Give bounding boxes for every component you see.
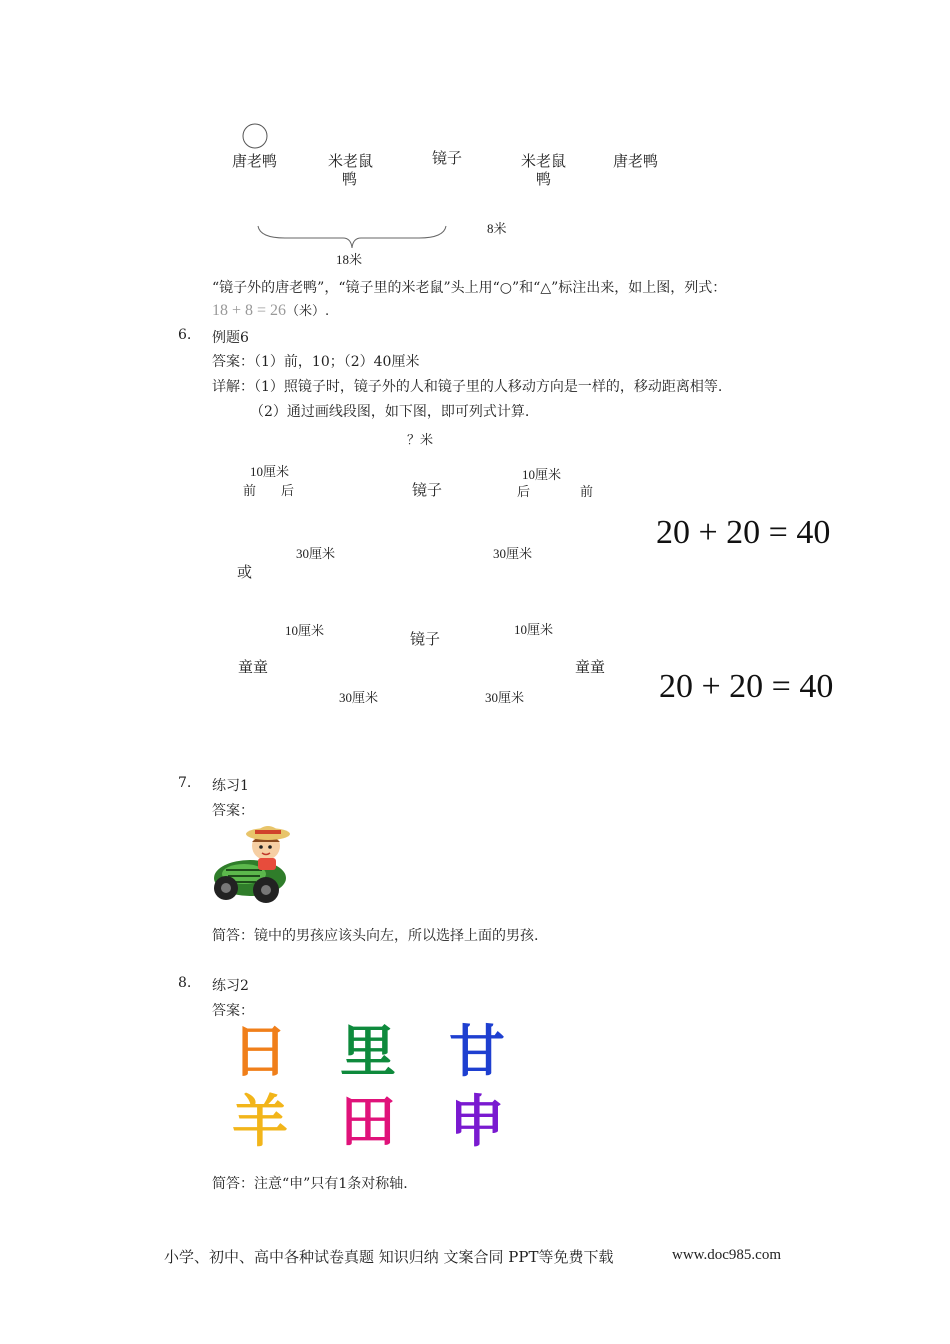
char-tile: 羊	[232, 1090, 288, 1155]
mirror-label-2: 镜子	[412, 481, 443, 499]
footer-url[interactable]: www.doc985.com	[672, 1247, 782, 1263]
left-duck-label: 唐老鸭	[232, 152, 278, 170]
right-mouse-label: 米老鼠	[521, 152, 567, 170]
q8-number: 8.	[178, 975, 192, 991]
mirror-label: 镜子	[432, 149, 463, 167]
q6-number: 6.	[178, 327, 192, 343]
explain-formula: 18 + 8 = 26	[212, 302, 287, 319]
q6-answer: 答案：（1）前，10；（2）40厘米	[212, 354, 420, 370]
brace-18-icon	[255, 222, 450, 250]
right-10cm-label-2: 10厘米	[514, 622, 554, 637]
back-right-label: 后	[517, 485, 531, 500]
char-tile: 申	[449, 1090, 505, 1155]
right-mouse-label-2: 鸭	[536, 170, 552, 188]
or-label: 或	[237, 563, 253, 581]
distance-8-label: 8米	[487, 221, 507, 236]
q7-title: 练习1	[212, 778, 249, 794]
right-30cm-label: 30厘米	[493, 546, 533, 561]
left-30cm-label-2: 30厘米	[339, 690, 379, 705]
q6-title: 例题6	[212, 330, 249, 346]
q6-detail-1: 详解：（1）照镜子时，镜子外的人和镜子里的人移动方向是一样的，移动距离相等.	[212, 379, 723, 395]
q7-number: 7.	[178, 775, 192, 791]
front-right-label: 前	[580, 485, 594, 500]
front-left-label: 前	[243, 484, 257, 499]
distance-18-label: 18米	[336, 252, 363, 267]
circle-marker-icon	[240, 120, 272, 152]
q8-answer: 答案：	[212, 1003, 254, 1019]
explain-unit: （米）.	[286, 304, 330, 319]
left-mouse-label: 米老鼠	[328, 152, 374, 170]
char-tile: 甘	[449, 1020, 505, 1085]
q7-answer: 答案：	[212, 803, 254, 819]
left-10cm-label-2: 10厘米	[285, 623, 325, 638]
left-30cm-label: 30厘米	[296, 546, 336, 561]
right-30cm-label-2: 30厘米	[485, 690, 525, 705]
mirror-label-3: 镜子	[410, 630, 441, 648]
tongtong-left-label: 童童	[238, 658, 269, 676]
left-10cm-label: 10厘米	[250, 464, 290, 479]
left-mouse-label-2: 鸭	[342, 170, 358, 188]
q8-title: 练习2	[212, 978, 249, 994]
right-duck-label: 唐老鸭	[613, 152, 659, 170]
back-left-label: 后	[281, 484, 295, 499]
explain-text: “镜子外的唐老鸭”，“镜子里的米老鼠”头上用“○”和“△”标注出来，如上图，列式：	[212, 280, 727, 296]
right-10cm-label: 10厘米	[522, 467, 562, 482]
char-tile: 日	[232, 1020, 288, 1085]
char-tile: 里	[340, 1020, 396, 1085]
q6-detail-2: （2）通过画线段图，如下图，即可列式计算.	[250, 404, 530, 420]
explain-formula-line	[212, 300, 329, 320]
tongtong-right-label: 童童	[575, 658, 606, 676]
equation-2: 20 + 20 = 40	[659, 668, 834, 705]
q8-brief: 简答：注意“申”只有1条对称轴.	[212, 1176, 408, 1192]
footer-text: 小学、初中、高中各种试卷真题 知识归纳 文案合同 PPT等免费下载	[164, 1248, 614, 1266]
q7-brief: 简答：镜中的男孩应该头向左，所以选择上面的男孩.	[212, 928, 539, 944]
question-distance-label: ？米	[407, 433, 434, 448]
boy-driving-car-image	[208, 820, 292, 906]
char-tile: 田	[340, 1090, 396, 1155]
equation-1: 20 + 20 = 40	[656, 514, 831, 551]
